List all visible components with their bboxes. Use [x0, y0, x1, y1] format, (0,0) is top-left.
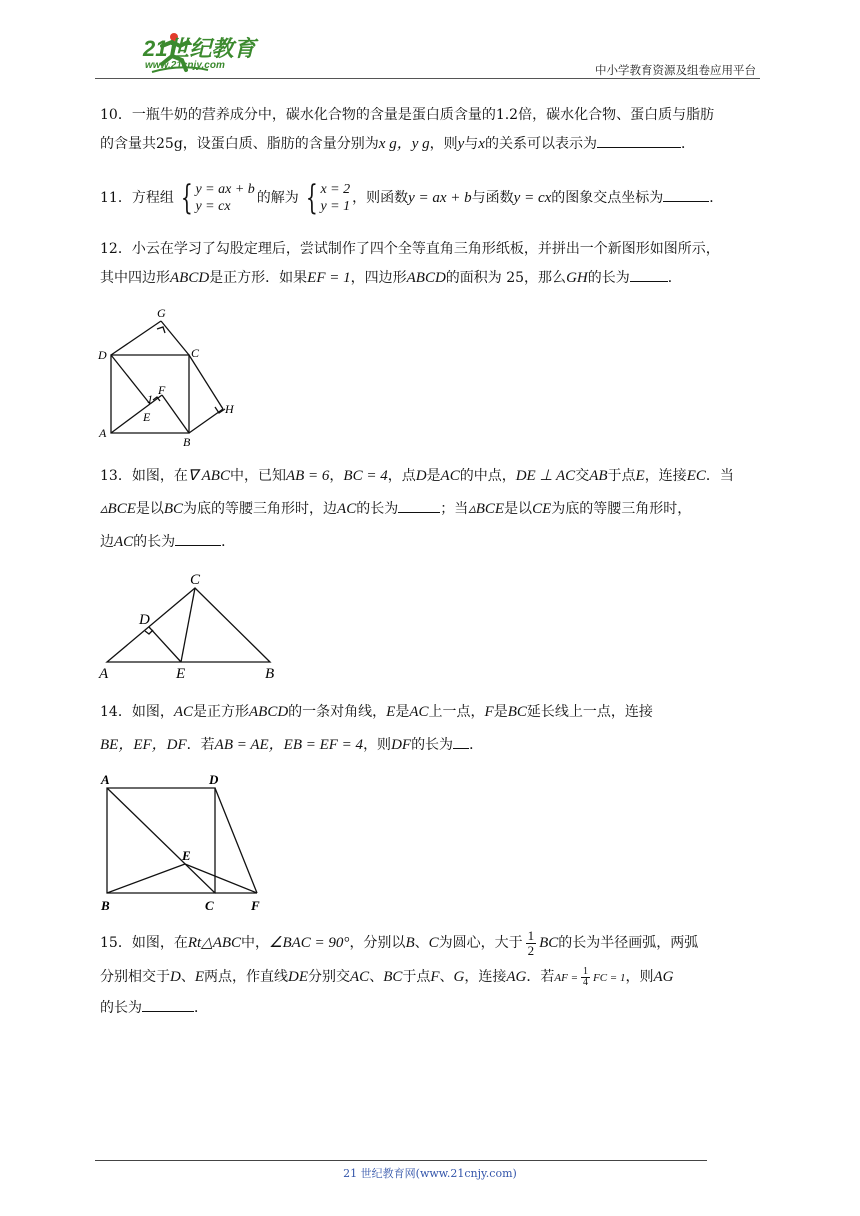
q15-text: 为圆心，大于 — [438, 935, 523, 951]
figure-q14 — [95, 768, 275, 918]
q14-AC: AC — [409, 704, 429, 720]
q11-text: ，则函数 — [352, 190, 409, 206]
q13-text: 是 — [426, 468, 441, 484]
label-D: D — [139, 612, 150, 628]
q14-text: 是 — [493, 704, 508, 720]
q12-text: 其中四边形 — [100, 270, 170, 286]
q15-B: B — [405, 935, 415, 951]
q12-ef: EF = 1 — [307, 270, 351, 286]
label-A: A — [99, 426, 107, 440]
q14-AC: AC — [173, 704, 193, 720]
answer-blank[interactable] — [453, 734, 469, 749]
q14-cond: AB = AE，EB = EF = 4 — [214, 737, 364, 753]
q13-text: ；当 — [440, 501, 469, 517]
q14-text: 的一条对角线， — [288, 704, 387, 720]
system-row: x = 2 — [320, 182, 351, 197]
q13-text: 于点 — [607, 468, 636, 484]
q12-line1: 12．小云在学习了勾股定理后，尝试制作了四个全等直角三角形纸板，并拼出一个新图形如图所示， — [100, 241, 720, 257]
q13-text: 的中点， — [459, 468, 516, 484]
fraction-quarter — [581, 967, 590, 988]
q12-end: ． — [667, 270, 682, 286]
q12-abcd: ABCD — [406, 270, 446, 286]
q15-text: 15．如图，在 — [100, 935, 188, 951]
q15-text: 分别相交于 — [100, 969, 170, 985]
q15-AC: AC — [350, 969, 370, 985]
q13-perp: DE ⊥ AC — [515, 468, 576, 484]
q13-tri: ∇ ABC — [187, 468, 230, 484]
label-C: C — [205, 898, 214, 913]
q14-E: E — [386, 704, 396, 720]
q15-angle: ∠BAC = 90° — [269, 935, 350, 951]
q14-text: ．若 — [186, 737, 215, 753]
q13-text: 是以 — [504, 501, 533, 517]
system-row: y = cx — [195, 199, 231, 214]
logo-url: www.21cnjy.com — [145, 60, 225, 71]
q13-AC: AC — [337, 501, 357, 517]
system-row: y = ax + b — [195, 182, 255, 197]
frac-num: 1 — [527, 927, 535, 943]
q15-text: 中， — [241, 935, 270, 951]
label-B: B — [183, 435, 191, 449]
label-F: F — [251, 898, 260, 913]
q14-F: F — [484, 704, 494, 720]
q14-segments: BE，EF，DF — [100, 737, 187, 753]
q14-text: 14．如图， — [100, 704, 174, 720]
answer-blank[interactable] — [142, 997, 194, 1012]
question-13 — [100, 462, 760, 557]
q10-text: 与 — [464, 136, 479, 152]
q14-DF: DF — [391, 737, 412, 753]
question-15 — [100, 924, 760, 1023]
q10-vars: x g，y g — [378, 136, 430, 152]
q15-D: D — [170, 969, 181, 985]
q15-E: E — [194, 969, 205, 985]
q15-G: G — [453, 969, 465, 985]
q13-CE: CE — [532, 501, 552, 517]
label-D: D — [98, 348, 107, 362]
label-A: A — [101, 772, 110, 787]
q10-line1: 10．一瓶牛奶的营养成分中，碳水化合物的含量是蛋白质含量的1.2倍，碳水化合物、蛋白质与脂肪 — [100, 107, 715, 123]
q11-text: 的图象交点坐标为 — [551, 190, 664, 206]
system-row: y = 1 — [320, 199, 351, 214]
logo-text: 21世纪教育 — [143, 36, 256, 61]
q13-text: 的长为 — [356, 501, 399, 517]
q12-text: 是正方形．如果 — [209, 270, 308, 286]
footer-text[interactable]: 21 世纪教育网(www.21cnjy.com) — [343, 1167, 517, 1180]
label-E: E — [182, 848, 191, 863]
page-header — [95, 28, 760, 78]
q13-AC: AC — [114, 534, 134, 550]
q13-end: ． — [221, 534, 236, 550]
function-2: y = cx — [513, 190, 552, 206]
label-G: G — [157, 306, 166, 320]
label-B: B — [265, 666, 275, 682]
q15-DE: DE — [288, 969, 309, 985]
q14-text: 是正方形 — [193, 704, 249, 720]
q10-text: 的含量共25g，设蛋白质、脂肪的含量分别为 — [100, 136, 379, 152]
q11-text: 的解为 — [256, 190, 299, 206]
q13-bc: BC = 4 — [343, 468, 388, 484]
q15-text: ，连接 — [464, 969, 507, 985]
q15-rt: Rt△ABC — [187, 935, 242, 951]
q13-text: 中，已知 — [229, 468, 286, 484]
figure-q13 — [95, 570, 295, 685]
label-F: F — [158, 383, 166, 397]
q12-text: 的长为 — [587, 270, 630, 286]
q15-text: 的长为半径画弧，两弧 — [558, 935, 699, 951]
label-B: B — [101, 898, 110, 913]
frac-den: 2 — [527, 942, 535, 958]
q13-ab: AB = 6 — [285, 468, 330, 484]
q15-fc: FC = 1 — [593, 972, 626, 984]
answer-blank[interactable] — [398, 498, 440, 513]
q15-C: C — [428, 935, 439, 951]
q12-gh: GH — [566, 270, 588, 286]
q13-BC: BC — [163, 501, 184, 517]
q13-text: 13．如图，在 — [100, 468, 188, 484]
q15-text: 分别交 — [308, 969, 351, 985]
q11-text: 11．方程组 — [100, 190, 174, 206]
q13-text: 边 — [100, 534, 114, 550]
q15-F: F — [430, 969, 440, 985]
q14-ABCD: ABCD — [249, 704, 289, 720]
answer-blank[interactable] — [630, 267, 668, 282]
header-divider — [95, 78, 760, 79]
q15-text: ，则 — [625, 969, 654, 985]
q10-text: 的关系可以表示为 — [484, 136, 597, 152]
q15-text: 、 — [180, 969, 195, 985]
q15-text: 于点 — [402, 969, 431, 985]
q14-text: 的长为 — [411, 737, 454, 753]
q13-bce: ▵BCE — [468, 501, 505, 517]
q12-abcd: ABCD — [170, 270, 210, 286]
answer-blank[interactable] — [663, 187, 709, 202]
question-10 — [100, 101, 760, 159]
q15-end: ． — [194, 1000, 208, 1016]
q10-var-y: y — [457, 136, 465, 152]
q10-end: ． — [680, 136, 695, 152]
q15-text: 两点，作直线 — [204, 969, 289, 985]
q13-text: ．当 — [705, 468, 734, 484]
label-D: D — [209, 772, 219, 787]
q13-text: 为底的等腰三角形时，边 — [183, 501, 338, 517]
question-11 — [100, 176, 760, 220]
q15-text: ，分别以 — [349, 935, 406, 951]
figure-q12 — [95, 305, 245, 450]
platform-name: 中小学教育资源及组卷应用平台 — [595, 63, 756, 77]
q13-text: ， — [329, 468, 344, 484]
q13-text: 交 — [575, 468, 590, 484]
question-14 — [100, 698, 760, 760]
q14-BC: BC — [507, 704, 527, 720]
q12-text: ，四边形 — [350, 270, 407, 286]
q13-EC: EC — [686, 468, 706, 484]
q13-text: ，点 — [387, 468, 416, 484]
q15-text: 、 — [369, 969, 384, 985]
label-A: A — [99, 666, 109, 682]
q14-text: ，则 — [363, 737, 392, 753]
q13-AC: AC — [440, 468, 460, 484]
q13-text: 的长为 — [133, 534, 176, 550]
q14-text: 延长线上一点，连接 — [526, 704, 653, 720]
q10-var-x: x — [478, 136, 485, 152]
q15-AG: AG — [653, 969, 674, 985]
q13-E: E — [635, 468, 645, 484]
q13-text: ，连接 — [644, 468, 687, 484]
q13-AB: AB — [589, 468, 608, 484]
q14-text: 是 — [395, 704, 410, 720]
q15-AG: AG — [506, 969, 527, 985]
q13-text: 是以 — [135, 501, 164, 517]
fraction-half — [526, 929, 537, 958]
q15-text: 、 — [439, 969, 454, 985]
frac-num: 1 — [583, 965, 588, 977]
label-one: 1 — [147, 392, 153, 406]
q15-text: 、 — [414, 935, 429, 951]
q11-text: 与函数 — [471, 190, 514, 206]
q15-text: ．若 — [526, 969, 555, 985]
footer-divider — [95, 1160, 707, 1161]
label-C: C — [190, 572, 201, 588]
question-12 — [100, 235, 760, 293]
equation-system: { y = ax + b y = cx — [180, 178, 255, 218]
q10-text: ，则 — [429, 136, 458, 152]
q13-text: 为底的等腰三角形时， — [551, 501, 692, 517]
solution-system: { x = 2 y = 1 — [305, 178, 351, 218]
q15-BC: BC — [539, 935, 559, 951]
q13-bce: ▵BCE — [100, 501, 136, 517]
q15-text: 的长为 — [100, 1000, 142, 1016]
q11-end: ． — [709, 190, 724, 206]
label-C: C — [191, 346, 200, 360]
q15-af: AF = — [554, 972, 578, 984]
answer-blank[interactable] — [175, 531, 221, 546]
q14-text: 上一点， — [428, 704, 485, 720]
q12-text: 的面积为 25，那么 — [445, 270, 567, 286]
q15-BC: BC — [383, 969, 403, 985]
label-H: H — [225, 402, 234, 416]
label-E: E — [143, 410, 151, 424]
q13-D: D — [415, 468, 427, 484]
answer-blank[interactable] — [597, 133, 681, 148]
function-1: y = ax + b — [408, 190, 472, 206]
q10-line2 — [100, 130, 760, 159]
frac-den: 4 — [583, 976, 588, 988]
q14-end: ． — [469, 737, 484, 753]
label-E: E — [176, 666, 186, 682]
